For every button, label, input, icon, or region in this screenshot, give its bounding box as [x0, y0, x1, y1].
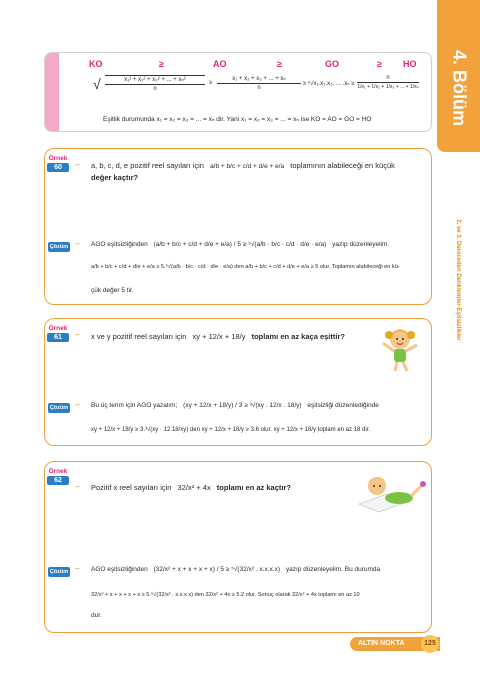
question-text: Pozitif x reel sayıları için 32/x² + 4x toplamı en az kaçtır? — [91, 483, 291, 492]
dash-icon: – — [75, 330, 80, 339]
solution-expression: (a/b + b/c + c/d + d/e + e/a) / 5 ≥ ⁵√(a/b · b/c · c/d · d/e · e/a) — [153, 241, 327, 248]
example-61-box — [44, 318, 432, 446]
dash-icon: – — [75, 564, 80, 573]
solution-line-2: xy + 12/x + 18/y ≥ 3.³√(xy · 12.18/xy) den xy + 12/x + 18/y ≥ 3.6 olur. xy + 12/x + 18/y toplam en az 18 dir. — [91, 427, 371, 433]
ko-label: KO — [89, 59, 103, 69]
example-tag: Örnek 60 — [48, 155, 68, 171]
dash-icon: – — [75, 239, 80, 248]
example-tag: Örnek 61 — [48, 325, 68, 341]
question-text: x ve y pozitif reel sayıları için xy + 12/x + 18/y toplamı en az kaça eşittir? — [91, 332, 345, 341]
question-text: a, b, c, d, e pozitif reel sayıları için a/b + b/c + c/d + d/e + e/a toplamının alabileceği en küçük — [91, 161, 395, 170]
solution-expression: (xy + 12/x + 18/y) / 3 ≥ ³√(xy . 12/x . 18/y) — [183, 402, 302, 409]
example-number: 62 — [47, 476, 69, 485]
example-62-box — [44, 461, 432, 633]
dash-icon: – — [75, 400, 80, 409]
go-label: GO — [325, 59, 340, 69]
question-expression: xy + 12/x + 18/y — [192, 332, 246, 341]
dash-icon: – — [75, 160, 80, 169]
solution-line-3: dur. — [91, 612, 102, 619]
solution-expression: (32/x² + x + x + x + x) / 5 ≥ ⁵√(32/x² . x.x.x.x) — [153, 566, 281, 573]
question-line-2: değer kaçtır? — [91, 173, 139, 182]
side-strip — [437, 0, 480, 681]
example-60-box — [44, 148, 432, 305]
footer-brand: ALTIN NOKTA — [358, 640, 405, 647]
solution-line-1: Bu üç terim için AGO yazalım; (xy + 12/x + 18/y) / 3 ≥ ³√(xy . 12/x . 18/y) eşitsizliği düzenlediğinde — [91, 402, 379, 409]
solution-tag: Çözüm — [49, 405, 69, 411]
solution-line-1: AGO eşitsizliğinden (32/x² + x + x + x + x) / 5 ≥ ⁵√(32/x² . x.x.x.x) yazıp düzenleyelim. Bu durumda — [91, 566, 381, 573]
ge-symbol: ≥ — [277, 59, 282, 69]
reading-girl-illustration — [357, 468, 427, 514]
section-subtitle: 2. ve 3. Dereceden Denklemler-Eşitsizlikler — [455, 219, 461, 341]
ge-symbol: ≥ — [209, 80, 213, 86]
chapter-label: 4. Bölüm — [449, 49, 470, 126]
chapter-tab — [437, 0, 480, 152]
equality-note: Eşitlik durumunda x₁ = x₂ = x₃ = ... = xₙ dir. Yani x₁ = x₂ = x₃ = ... = xₙ ise KO = AO = GO = HO — [103, 116, 372, 123]
solution-line-2: 32/x² + x + x + x + x ≥ 5.⁵√(32/x² . x.x.x.x) den 32/x² + 4x ≥ 5.2 olur. Sonuç olarak 32/x² + 4x toplamı en az 10 — [91, 592, 360, 598]
qm-fraction: $\frac{\text{x₁² + x₂² + x₃² + ... + xₙ²}}{n}$ — [105, 75, 205, 92]
solution-line-1: AGO eşitsizliğinden (a/b + b/c + c/d + d/e + e/a) / 5 ≥ ⁵√(a/b · b/c · c/d · d/e · e/a) yazıp düzenleyelim. — [91, 241, 390, 248]
question-expression: a/b + b/c + c/d + d/e + e/a — [210, 163, 285, 170]
ge-symbol: ≥ — [377, 59, 382, 69]
gm-expression: ≥ ⁿ√x₁.x₂.x₃. ... .xₙ ≥ — [303, 81, 355, 87]
example-tag: Örnek 62 — [48, 468, 68, 484]
sqrt-sign: √ — [93, 76, 101, 92]
page-number: 125 — [421, 635, 439, 653]
ao-label: AO — [213, 59, 227, 69]
hm-fraction: n 1/x₁ + 1/x₂ + 1/x₃ + ... + 1/xₙ — [357, 75, 419, 90]
question-expression: 32/x² + 4x — [177, 483, 211, 492]
dash-icon: – — [75, 482, 80, 491]
solution-tag: Çözüm — [49, 569, 69, 575]
pink-strip — [45, 53, 59, 132]
solution-line-2: a/b + b/c + c/d + d/e + e/a ≥ 5.⁵√(a/b · b/c · c/d · d/e · e/a) den a/b + b/c + c/d + d/e + e/a ≥ 5 olur. Toplamın alabileceği en kü- — [91, 264, 400, 270]
example-number: 60 — [47, 163, 69, 172]
solution-tag: Çözüm — [49, 244, 69, 250]
mean-inequality-box — [44, 52, 432, 132]
ge-symbol: ≥ — [159, 59, 164, 69]
am-fraction: $\frac{\text{x₁ + x₂ + x₃ + ... + xₙ}}{n}$ — [217, 75, 301, 91]
mean-labels-row — [85, 59, 415, 71]
girl-illustration — [375, 323, 425, 373]
ho-label: HO — [403, 59, 417, 69]
mean-formula — [93, 75, 425, 113]
solution-line-3: çük değer 5 tir. — [91, 287, 134, 294]
example-number: 61 — [47, 333, 69, 342]
